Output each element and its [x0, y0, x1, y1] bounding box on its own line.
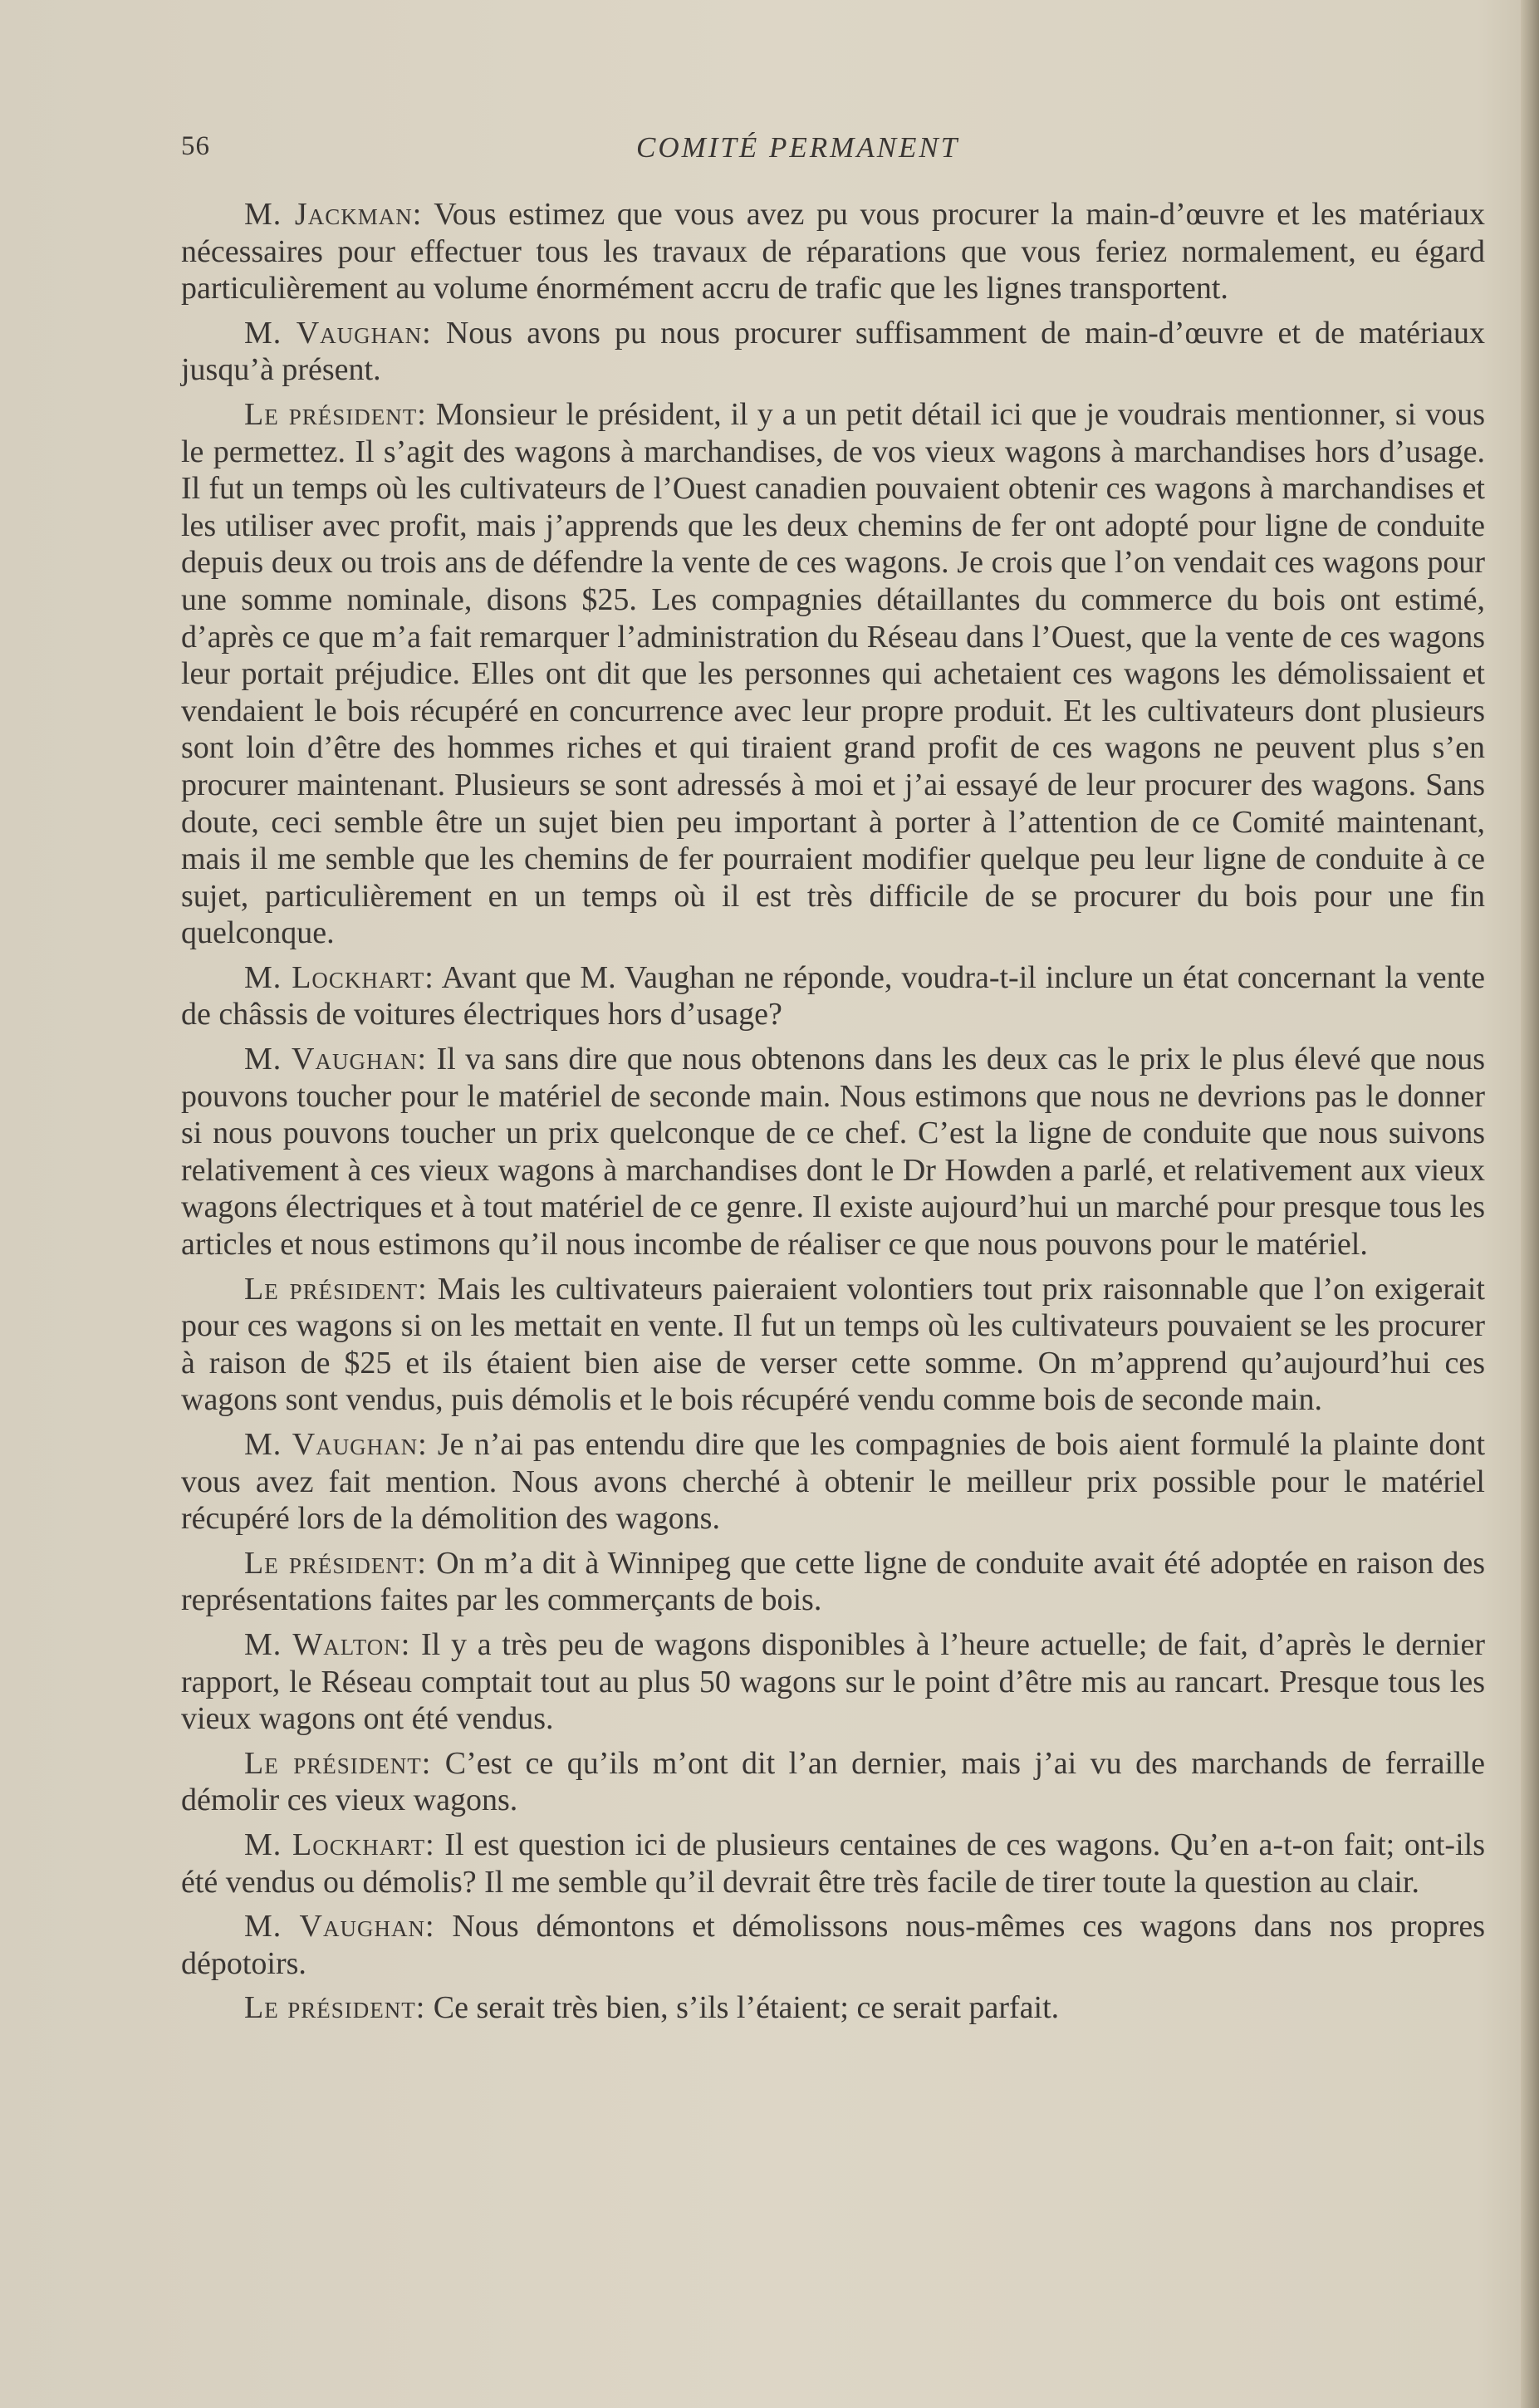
speaker-name: Le président: — [244, 1545, 427, 1581]
paragraph — [181, 315, 1485, 389]
paragraph-text: Ce serait très bien, s’ils l’étaient; ce serait parfait. — [425, 1990, 1060, 2026]
paragraph — [181, 1426, 1485, 1537]
paragraph-text: Vous estimez que vous avez pu vous procurer la main-d’œuvre et les matériaux nécessaires pour effectuer tous les travaux de réparations que vous feriez normalement, eu égard particulièrement au volume énormément accru de trafic que les lignes transportent. — [181, 197, 1485, 307]
paragraph-text: Il y a très peu de wagons disponibles à l’heure actuelle; de fait, d’après le dernier rapport, le Réseau comptait tout au plus 50 wagons sur le point d’être mis au rancart. Presque tous les vieux wagons ont été vendus. — [181, 1626, 1485, 1737]
speaker-name: M. Vaughan: — [244, 315, 432, 351]
speaker-name: M. Jackman: — [244, 197, 423, 232]
paragraph-text: Nous démontons et démolissons nous-mêmes ces wagons dans nos propres dépotoirs. — [181, 1909, 1485, 1981]
paragraph — [181, 196, 1485, 307]
paragraph-text: C’est ce qu’ils m’ont dit l’an dernier, mais j’ai vu des marchands de ferraille démolir ces vieux wagons. — [181, 1745, 1485, 1818]
paragraph-text: On m’a dit à Winnipeg que cette ligne de conduite avait été adoptée en raison des représentations faites par les commerçants de bois. — [181, 1545, 1485, 1618]
paragraph — [181, 1908, 1485, 1982]
paragraph-text: Monsieur le président, il y a un petit détail ici que je voudrais mentionner, si vous le permettez. Il s’agit des wagons à marchandises, de vos vieux wagons à marchandises hors d’usage. Il fut un temps où les cultivateurs de l’Ouest canadien pouvaient obtenir ces wagons à marchandises et les utiliser avec profit, mais j’apprends que les deux chemins de fer ont adopté pour ligne de conduite depuis deux ou trois ans de défendre la vente de ces wagons. Je crois que l’on vendait ces wagons pour une somme nominale, disons $25. Les compagnies détaillantes du commerce du bois ont estimé, d’après ce que m’a fait remarquer l’administration du Réseau dans l’Ouest, que la vente de ces wagons leur portait préjudice. Elles ont dit que les personnes qui achetaient ces wagons les démolissaient et vendaient le bois récupéré en concurrence avec leur propre produit. Et les cultivateurs dont plusieurs sont loin d’être des hommes riches et qui tiraient grand profit de ces wagons ne peuvent plus s’en procurer maintenant. Plusieurs se sont adressés à moi et j’ai essayé de leur procurer des wagons. Sans doute, ceci semble être un sujet bien peu important à porter à l’attention de ce Comité maintenant, mais il me semble que les chemins de fer pourraient modifier quelque peu leur ligne de conduite à ce sujet, particulièrement en un temps où il est très difficile de se procurer du bois pour une fin quelconque. — [181, 396, 1485, 951]
paragraph — [181, 959, 1485, 1033]
page-header — [181, 131, 1485, 173]
speaker-name: Le président: — [244, 396, 427, 432]
paragraph — [181, 1989, 1485, 2027]
paragraph-text: Il est question ici de plusieurs centaines de ces wagons. Qu’en a-t-on fait; ont-ils été vendus ou démolis? Il me semble qu’il devrait être très facile de tirer toute la question au clair. — [181, 1827, 1485, 1900]
paragraph — [181, 1041, 1485, 1263]
page-edge-shadow — [1521, 0, 1539, 2408]
paragraph — [181, 1626, 1485, 1738]
paragraph — [181, 1271, 1485, 1419]
speaker-name: Le président: — [244, 1271, 428, 1307]
page-number: 56 — [181, 131, 210, 161]
paragraph-text: Mais les cultivateurs paieraient volontiers tout prix raisonnable que l’on exigerait pour ces wagons si on les mettait en vente. Il fut un temps où les cultivateurs pouvaient se les procurer à raison de $25 et ils étaient bien aise de verser cette somme. On m’apprend qu’aujourd’hui ces wagons sont vendus, puis démolis et le bois récupéré vendu comme bois de seconde main. — [181, 1271, 1485, 1418]
speaker-name: M. Vaughan: — [244, 1042, 428, 1077]
paragraph-text: Je n’ai pas entendu dire que les compagnies de bois aient formulé la plainte dont vous avez fait mention. Nous avons cherché à obtenir le meilleur prix possible pour le matériel récupéré lors de la démolition des wagons. — [181, 1427, 1486, 1537]
paragraph — [181, 396, 1485, 952]
speaker-name: M. Vaughan: — [244, 1909, 435, 1945]
speaker-name: M. Vaughan: — [244, 1427, 428, 1462]
speaker-name: M. Lockhart: — [244, 959, 434, 995]
paragraph — [181, 1545, 1485, 1619]
running-title: COMITÉ PERMANENT — [636, 131, 960, 164]
speaker-name: M. Walton: — [244, 1626, 411, 1662]
paragraph-text: Nous avons pu nous procurer suffisamment de main-d’œuvre et de matériaux jusqu’à présent. — [181, 315, 1486, 388]
paragraph — [181, 1827, 1485, 1900]
paragraph-text: Il va sans dire que nous obtenons dans les deux cas le prix le plus élevé que nous pouvons toucher pour le matériel de seconde main. Nous estimons que nous ne devrions pas le donner si nous pouvons toucher un prix quelconque de ce chef. C’est la ligne de conduite que nous suivons relativement à ces vieux wagons à marchandises dont le Dr Howden a parlé, et relativement aux vieux wagons électriques et à tout matériel de ce genre. Il existe aujourd’hui un marché pour presque tous les articles et nous estimons qu’il nous incombe de réaliser ce que nous pouvons pour le matériel. — [181, 1042, 1486, 1263]
paragraph — [181, 1745, 1485, 1819]
speaker-name: Le président: — [244, 1745, 432, 1781]
transcript-body — [181, 196, 1485, 2034]
paragraph-text: Avant que M. Vaughan ne réponde, voudra-t-il inclure un état concernant la vente de châssis de voitures électriques hors d’usage? — [181, 959, 1486, 1032]
speaker-name: M. Lockhart: — [244, 1827, 435, 1862]
speaker-name: Le président: — [244, 1990, 426, 2026]
